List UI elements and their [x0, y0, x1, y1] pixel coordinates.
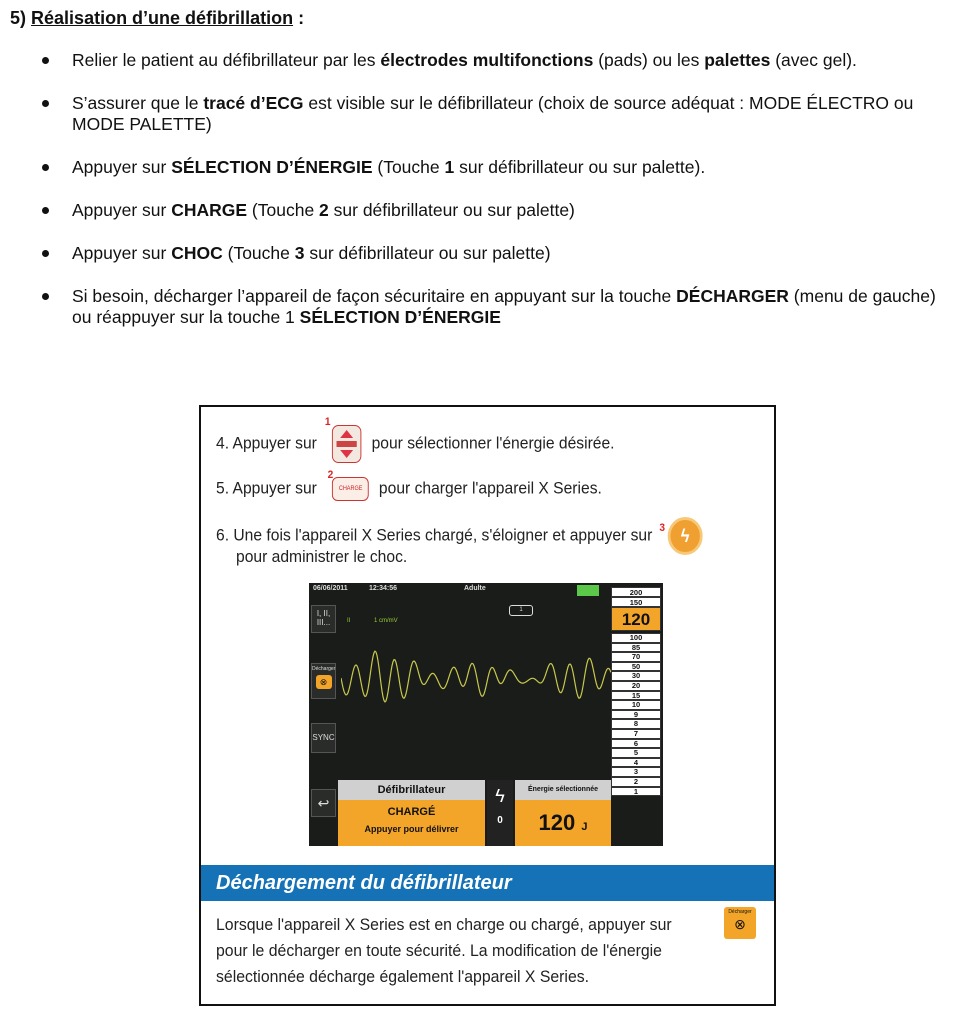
- instruction-emphasis: électrodes multifonctions: [380, 50, 594, 70]
- instruction-text: S’assurer que le: [72, 93, 204, 113]
- energy-option: 10: [611, 700, 661, 710]
- screen-topbar: [309, 583, 609, 595]
- key-number-2: 2: [327, 469, 334, 481]
- charge-key-label: CHARGE: [338, 486, 363, 492]
- selected-energy-panel: [515, 780, 611, 846]
- instruction-item: [0, 157, 955, 178]
- lead-button: I, II, III...: [311, 605, 336, 633]
- bullet-dot-icon: [42, 293, 49, 300]
- energy-option: 3: [611, 767, 661, 777]
- instruction-item: [0, 93, 955, 135]
- step-5-text-b: pour charger l'appareil X Series.: [378, 478, 602, 498]
- energy-option: 30: [611, 671, 661, 681]
- energy-option: 20: [611, 681, 661, 691]
- instruction-text: (Touche: [222, 243, 295, 263]
- defibrillator-figure: [199, 405, 776, 1006]
- energy-option: 15: [611, 691, 661, 701]
- decharger-button-label: Décharger: [312, 666, 336, 672]
- instruction-emphasis: 1: [444, 157, 455, 177]
- defib-status-panel: [338, 780, 485, 846]
- energy-option: 85: [611, 643, 661, 653]
- instruction-text: Si besoin, décharger l’appareil de façon sécuritaire en appuyant sur la touche: [72, 286, 677, 306]
- instruction-emphasis: SÉLECTION D’ÉNERGIE: [299, 307, 501, 327]
- step-6-cont: [236, 547, 407, 567]
- instruction-emphasis: DÉCHARGER: [676, 286, 789, 306]
- step-6-text-b: pour administrer le choc.: [236, 547, 408, 566]
- section-colon: :: [298, 8, 305, 28]
- instruction-emphasis: palettes: [704, 50, 771, 70]
- bullet-dot-icon: [42, 250, 49, 257]
- screen-date: 06/06/2011: [313, 585, 348, 592]
- defib-panel-status: CHARGÉ: [387, 806, 436, 818]
- energy-option: 9: [611, 710, 661, 720]
- decharger-key-symbol: ⊗: [734, 916, 746, 932]
- defibrillator-screen: [309, 583, 663, 846]
- energy-option: 50: [611, 662, 661, 672]
- section-title: Réalisation d’une défibrillation: [31, 8, 294, 28]
- energy-option: 2: [611, 777, 661, 787]
- back-arrow-icon: ↩: [311, 789, 336, 817]
- defib-panel-title: Défibrillateur: [338, 780, 485, 800]
- instruction-list: [0, 50, 955, 350]
- instruction-emphasis: 3: [294, 243, 305, 263]
- step-4-text-a: 4. Appuyer sur: [216, 433, 317, 453]
- screen-mode: Adulte: [464, 585, 486, 592]
- decharger-icon: ⊗: [316, 675, 332, 689]
- selected-energy-unit: J: [581, 821, 588, 833]
- instruction-item: [0, 200, 955, 221]
- instruction-emphasis: tracé d’ECG: [203, 93, 304, 113]
- step-5-text-a: 5. Appuyer sur: [216, 478, 317, 498]
- decharge-line-1: Lorsque l'appareil X Series est en charge ou chargé, appuyer sur: [216, 915, 672, 934]
- energy-option: 1: [611, 787, 661, 797]
- instruction-text: (Touche: [372, 157, 445, 177]
- energy-option: 8: [611, 719, 661, 729]
- instruction-text: Appuyer sur: [72, 157, 172, 177]
- shock-count-panel: [487, 780, 513, 846]
- lightning-icon: ϟ: [495, 786, 505, 806]
- energy-option: 70: [611, 652, 661, 662]
- instruction-item: [0, 286, 955, 328]
- bullet-dot-icon: [42, 100, 49, 107]
- instruction-text: Relier le patient au défibrillateur par les: [72, 50, 381, 70]
- decharger-key-icon: [724, 907, 756, 939]
- selected-energy-value: 120: [538, 810, 576, 835]
- step-4: [216, 416, 615, 463]
- instruction-emphasis: CHOC: [171, 243, 223, 263]
- defib-panel-action: Appuyer pour délivrer: [364, 824, 459, 834]
- decharger-key-label: Décharger: [728, 909, 752, 915]
- step-4-text-b: pour sélectionner l'énergie désirée.: [371, 433, 615, 453]
- section-heading: [10, 8, 304, 29]
- instruction-text: (menu de gauche) ou réappuyer sur la touche 1: [72, 286, 936, 327]
- battery-icon: [577, 585, 599, 596]
- energy-option: 100: [611, 633, 661, 643]
- instruction-text: Appuyer sur: [72, 200, 172, 220]
- energy-option: 5: [611, 748, 661, 758]
- energy-option-selected: 120: [611, 607, 661, 631]
- key-number-1: 1: [324, 416, 331, 428]
- instruction-text: (Touche: [247, 200, 320, 220]
- instruction-emphasis: 2: [319, 200, 329, 220]
- instruction-text: (pads) ou les: [593, 50, 705, 70]
- energy-option: 6: [611, 739, 661, 749]
- energy-option: 7: [611, 729, 661, 739]
- section-number: 5): [10, 8, 27, 28]
- energy-option: 150: [611, 597, 661, 607]
- sync-button: SYNC: [311, 723, 336, 753]
- instruction-text: (avec gel).: [770, 50, 857, 70]
- instruction-text: est visible sur le défibrillateur (choix de source adéquat : MODE ÉLECTRO ou MODE PALETTE): [72, 93, 914, 134]
- charge-key-icon: [327, 469, 369, 501]
- decharger-button: [311, 663, 336, 699]
- decharge-line-2: pour le décharger en toute sécurité. La modification de l'énergie: [216, 941, 662, 960]
- step-5: [216, 469, 602, 501]
- instruction-text: sur défibrillateur ou sur palette): [304, 243, 551, 263]
- instruction-emphasis: SÉLECTION D’ÉNERGIE: [171, 157, 373, 177]
- instruction-text: sur défibrillateur ou sur palette).: [454, 157, 706, 177]
- decharge-paragraph: [216, 912, 700, 990]
- instruction-emphasis: CHARGE: [171, 200, 248, 220]
- instruction-item: [0, 243, 955, 264]
- shock-count: 0: [497, 815, 503, 826]
- screen-time: 12:34:56: [369, 585, 398, 592]
- instruction-item: [0, 50, 955, 71]
- decharge-line-3: sélectionnée décharge également l'appareil X Series.: [216, 967, 590, 986]
- bullet-dot-icon: [42, 207, 49, 214]
- lead-label: II: [347, 618, 351, 624]
- shock-key-icon: ϟ 3: [668, 517, 703, 555]
- energy-select-key-icon: [324, 416, 361, 463]
- step-6-text-a: 6. Une fois l'appareil X Series chargé, s'éloigner et appuyer sur: [216, 525, 653, 545]
- energy-option: 200: [611, 587, 661, 597]
- instruction-text: sur défibrillateur ou sur palette): [328, 200, 575, 220]
- decharge-title: Déchargement du défibrillateur: [201, 865, 774, 901]
- energy-option: 4: [611, 758, 661, 768]
- key-number-3: 3: [659, 522, 666, 534]
- energy-column: [611, 587, 661, 844]
- instruction-text: Appuyer sur: [72, 243, 172, 263]
- selected-energy-title: Énergie sélectionnée: [515, 780, 611, 800]
- scale-label: 1 cm/mV: [374, 618, 398, 624]
- ecg-waveform: [341, 643, 611, 713]
- bullet-dot-icon: [42, 57, 49, 64]
- bullet-dot-icon: [42, 164, 49, 171]
- alarm-box: 1: [509, 605, 533, 616]
